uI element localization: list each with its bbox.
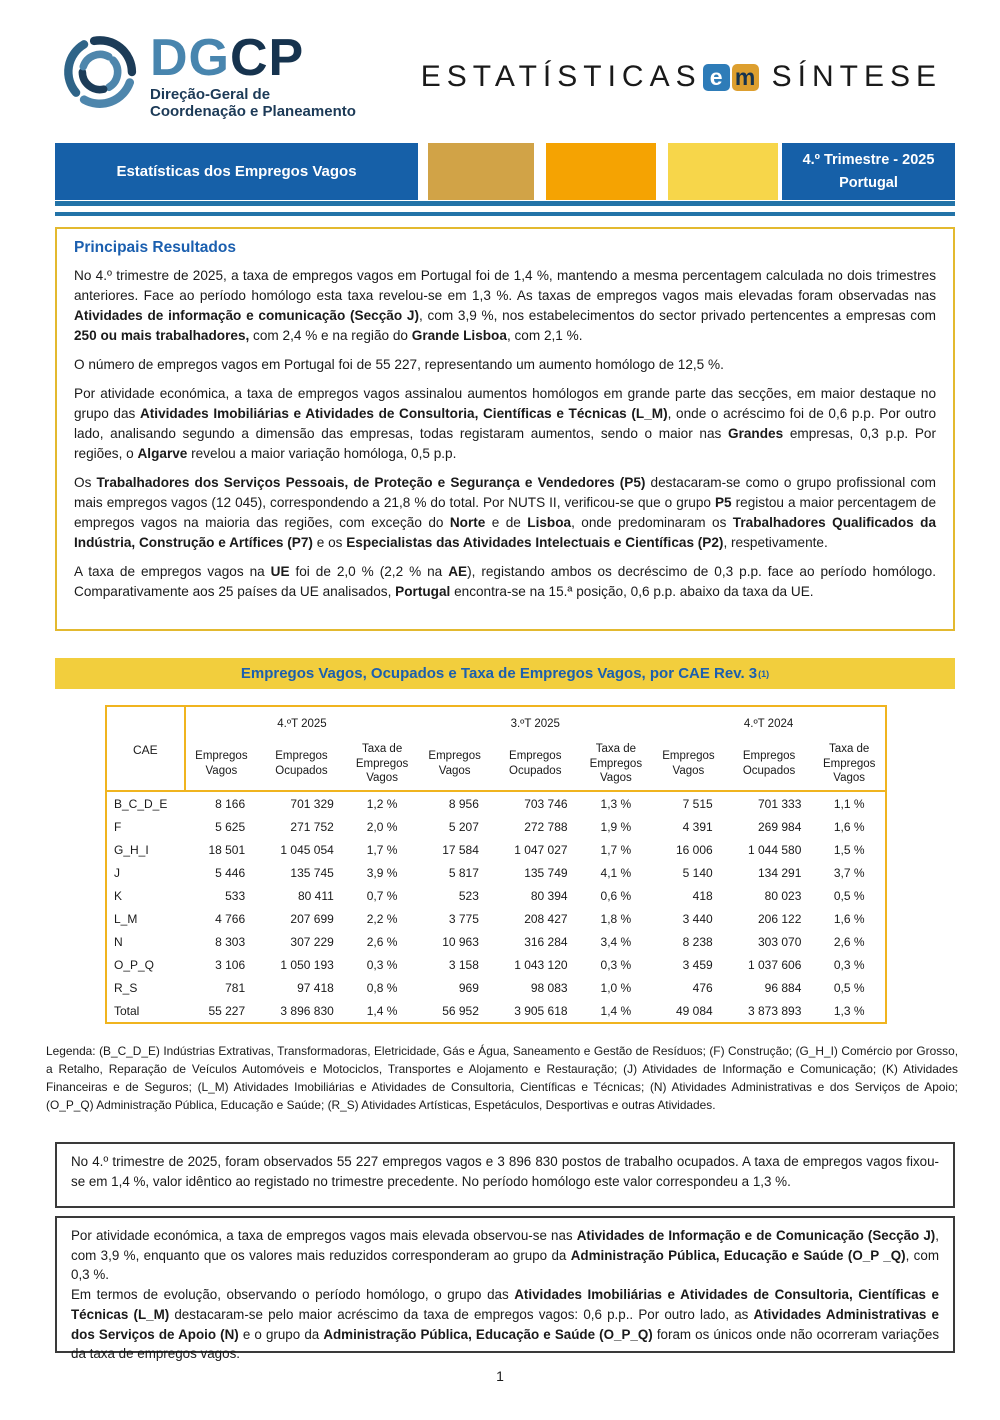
- cell-rate: 0,3 %: [833, 957, 865, 972]
- cell-count: 16 006: [676, 842, 713, 857]
- cell-count: 8 166: [215, 796, 246, 811]
- table-row: [106, 976, 886, 999]
- table-body: [106, 791, 886, 1023]
- cell-rate: 4,1 %: [600, 865, 632, 880]
- cell-rate: 1,0 %: [600, 980, 632, 995]
- dgcp-logo: [58, 26, 356, 121]
- title-sintese: SÍNTESE: [771, 60, 942, 93]
- table-title-footnote-marker: (1): [758, 668, 770, 679]
- cell-count: 3 905 618: [514, 1003, 568, 1018]
- row-label: J: [114, 865, 120, 880]
- cell-count: 18 501: [208, 842, 246, 857]
- cell-rate: 0,3 %: [600, 957, 632, 972]
- principal-results-paragraphs: [74, 266, 936, 602]
- cell-count: 5 625: [215, 819, 246, 834]
- cell-count: 97 418: [297, 980, 334, 995]
- cell-count: 3 459: [682, 957, 713, 972]
- row-label: L_M: [114, 911, 138, 926]
- cell-count: 3 896 830: [280, 1003, 334, 1018]
- paragraph: Por atividade económica, a taxa de empregos vagos mais elevada observou-se nas Atividades de Informação e de Comunicação (Secção J), com 3,9 %, enquanto que os valores mais reduzidos corresponderam ao grupo da Administração Pública, Educação e Saúde (O_P _Q), com 0,3 %.: [71, 1228, 939, 1283]
- period-header-4t2024: 4.ºT 2024: [743, 718, 794, 730]
- column-header: Empregos Vagos: [428, 750, 481, 777]
- cell-rate: 0,7 %: [366, 888, 398, 903]
- banner-period-box: [782, 143, 955, 200]
- cell-rate: 0,5 %: [833, 888, 865, 903]
- cell-count: 5 207: [448, 819, 479, 834]
- cell-rate: 1,5 %: [833, 842, 865, 857]
- summary-note-box-2: [55, 1216, 955, 1362]
- cell-rate: 2,6 %: [366, 934, 398, 949]
- cell-rate: 0,6 %: [600, 888, 632, 903]
- cell-count: 135 749: [524, 865, 568, 880]
- table-section-title: Empregos Vagos, Ocupados e Taxa de Empregos Vagos, por CAE Rev. 3: [240, 665, 758, 682]
- cell-rate: 2,2 %: [366, 911, 398, 926]
- table-row: [106, 884, 886, 907]
- row-label: R_S: [114, 980, 138, 995]
- column-header: Empregos Ocupados: [742, 750, 796, 777]
- column-header: Empregos Ocupados: [509, 750, 562, 777]
- cell-count: 781: [225, 980, 246, 995]
- dgcp-swirl-icon: [58, 26, 142, 118]
- table-row: [106, 815, 886, 838]
- logo-acronym: [150, 29, 356, 87]
- period-header-4t2025: 4.ºT 2025: [277, 718, 327, 730]
- table-row: [106, 953, 886, 976]
- cell-count: 3 775: [448, 911, 479, 926]
- cae-data-table: [105, 705, 887, 1024]
- cell-count: 3 440: [682, 911, 713, 926]
- cell-count: 269 984: [757, 819, 802, 834]
- cell-rate: 1,1 %: [833, 796, 865, 811]
- cell-count: 17 584: [442, 842, 479, 857]
- cell-count: 1 043 120: [514, 957, 568, 972]
- cell-count: 4 391: [682, 819, 713, 834]
- cell-count: 3 873 893: [747, 1003, 802, 1018]
- table-section-title-bar: [55, 658, 955, 689]
- table-corner-header: CAE: [106, 706, 185, 791]
- table-legend: Legenda: (B_C_D_E) Indústrias Extrativas, Transformadoras, Eletricidade, Gás e Água, Saneamento e Gestão de Resíduos; (F) Construção; (G_H_I) Comércio por Grosso, a Retalho, Reparação de Veículos Automóveis e Motociclos, Transportes e Alojamento e Restauração; (J) Atividades de Informação e Comunicação; (K) Atividades Financeiras e de Seguros; (L_M) Atividades Imobiliárias e Atividades de Consultoria, Científicas e Técnicas; (N) Atividades Administrativas e dos Serviços de Apoio; (O_P_Q) Administração Pública, Educação e Saúde; (R_S) Atividades Artísticas, Espetáculos, Desportivas e outras Atividades.: [46, 1044, 958, 1112]
- row-label: O_P_Q: [114, 957, 155, 972]
- cell-count: 272 788: [524, 819, 568, 834]
- table-row: [106, 838, 886, 861]
- publication-title: [421, 60, 942, 94]
- cell-rate: 1,2 %: [366, 796, 398, 811]
- cell-rate: 3,4 %: [600, 934, 632, 949]
- banner-strip: [55, 143, 955, 200]
- paragraph: A taxa de empregos vagos na UE foi de 2,0 % (2,2 % na AE), registando ambos os decréscimo de 0,3 p.p. face ao período homólogo. Comparativamente aos 25 países da UE analisados, Portugal encontra-se na 15.ª posição, 0,6 p.p. abaixo da taxa da UE.: [74, 563, 936, 599]
- cell-rate: 1,4 %: [366, 1003, 398, 1018]
- badge-e: e: [703, 64, 730, 91]
- principal-results-title: Principais Resultados: [74, 239, 236, 256]
- cell-count: 1 047 027: [514, 842, 568, 857]
- row-label: Total: [114, 1003, 140, 1018]
- cell-count: 5 817: [448, 865, 479, 880]
- cell-count: 207 699: [290, 911, 334, 926]
- cell-count: 96 884: [764, 980, 802, 995]
- cell-count: 1 037 606: [747, 957, 802, 972]
- row-label: G_H_I: [114, 842, 149, 857]
- row-label: B_C_D_E: [114, 796, 168, 811]
- logo-subtitle: Direção-Geral de Coordenação e Planeamento: [150, 86, 356, 121]
- cell-rate: 0,8 %: [366, 980, 398, 995]
- table-row: [106, 999, 886, 1023]
- cell-count: 4 766: [215, 911, 246, 926]
- cell-rate: 2,6 %: [833, 934, 865, 949]
- cell-count: 80 394: [530, 888, 568, 903]
- banner-period: 4.º Trimestre - 2025: [802, 152, 935, 168]
- paragraph: Os Trabalhadores dos Serviços Pessoais, de Proteção e Segurança e Vendedores (P5) destacaram-se como o grupo profissional com mais empregos vagos (12 045), correspondendo a 21,8 % do total. Por NUTS II, verificou-se que o grupo P5 registou a maior percentagem de empregos vagos na maioria das regiões, com exceção do Norte e de Lisboa, onde predominaram os Trabalhadores Qualificados da Indústria, Construção e Artífices (P7) e os Especialistas das Atividades Intelectuais e Científicas (P2), respetivamente.: [74, 474, 937, 550]
- cell-rate: 1,8 %: [600, 911, 632, 926]
- divider-rule-top: [55, 201, 955, 206]
- cell-count: 969: [458, 980, 479, 995]
- cell-count: 55 227: [208, 1003, 246, 1018]
- table-row: [106, 861, 886, 884]
- cell-count: 303 070: [757, 934, 802, 949]
- paragraph: Por atividade económica, a taxa de empregos vagos assinalou aumentos homólogos em grande parte das secções, em maior destaque no grupo das Atividades Imobiliárias e Atividades de Consultoria, Científicas e Técnicas (L_M), onde o acréscimo foi de 0,6 p.p. Por outro lado, analisando segundo a dimensão das empresas, todas registaram aumentos, sendo o maior nas Grandes empresas, 0,3 p.p. Por regiões, o Algarve revelou a maior variação homóloga, 0,5 p.p.: [74, 385, 937, 461]
- cell-rate: 0,5 %: [833, 980, 865, 995]
- cell-count: 49 084: [676, 1003, 713, 1018]
- page-number: 1: [496, 1368, 504, 1384]
- banner-block-orange: [546, 143, 656, 200]
- logo-dg: DG: [150, 29, 230, 87]
- cell-count: 271 752: [290, 819, 334, 834]
- cell-rate: 1,3 %: [600, 796, 632, 811]
- row-label: N: [114, 934, 123, 949]
- cell-rate: 1,4 %: [600, 1003, 632, 1018]
- cell-rate: 3,7 %: [833, 865, 865, 880]
- cell-rate: 1,6 %: [833, 911, 865, 926]
- column-header: Empregos Vagos: [195, 750, 248, 777]
- cell-count: 8 238: [682, 934, 713, 949]
- cell-count: 8 303: [215, 934, 246, 949]
- column-header: Empregos Ocupados: [275, 750, 328, 777]
- cell-count: 703 746: [524, 796, 568, 811]
- table-row: [106, 907, 886, 930]
- cell-count: 316 284: [524, 934, 568, 949]
- cell-count: 1 044 580: [747, 842, 802, 857]
- paragraph: No 4.º trimestre de 2025, a taxa de empregos vagos em Portugal foi de 1,4 %, mantendo a mesma percentagem calculada no dois trimestres anteriores. Face ao período homólogo esta taxa revelou-se em 1,3 %. As taxas de empregos vagos mais elevadas foram observadas nas Atividades de informação e comunicação (Secção J), com 3,9 %, nos estabelecimentos do sector privado pertencentes a empresas com 250 ou mais trabalhadores, com 2,4 % e na região do Grande Lisboa, com 2,1 %.: [74, 268, 936, 343]
- title-estatisticas: ESTATÍSTICAS: [420, 60, 702, 93]
- cell-count: 701 329: [290, 796, 334, 811]
- cell-count: 206 122: [757, 911, 802, 926]
- cell-rate: 0,3 %: [366, 957, 398, 972]
- cell-count: 8 956: [448, 796, 479, 811]
- column-header: Taxa de Empregos Vagos: [355, 742, 409, 785]
- cell-count: 701 333: [757, 796, 802, 811]
- logo-cp: CP: [230, 29, 305, 87]
- divider-rule-bottom: [55, 212, 955, 216]
- cell-count: 56 952: [442, 1003, 479, 1018]
- cell-count: 135 745: [290, 865, 334, 880]
- cell-rate: 1,6 %: [833, 819, 865, 834]
- cell-count: 80 023: [764, 888, 802, 903]
- banner-region: Portugal: [839, 175, 898, 191]
- cell-count: 476: [692, 980, 713, 995]
- cell-count: 7 515: [682, 796, 713, 811]
- column-header: Taxa de Empregos Vagos: [589, 742, 643, 785]
- cell-rate: 3,9 %: [366, 865, 398, 880]
- summary-note-box-1: [55, 1142, 955, 1208]
- cell-rate: 1,7 %: [366, 842, 398, 857]
- row-label: F: [114, 819, 122, 834]
- banner-title: Estatísticas dos Empregos Vagos: [55, 143, 418, 200]
- principal-results-box: [55, 227, 955, 631]
- cell-count: 208 427: [524, 911, 568, 926]
- cell-count: 418: [692, 888, 713, 903]
- cell-count: 5 140: [682, 865, 713, 880]
- cell-count: 98 083: [530, 980, 568, 995]
- row-label: K: [114, 888, 123, 903]
- column-header: Empregos Vagos: [662, 750, 715, 777]
- cell-count: 533: [225, 888, 246, 903]
- cell-rate: 1,3 %: [833, 1003, 865, 1018]
- cell-count: 1 045 054: [280, 842, 334, 857]
- cell-rate: 2,0 %: [366, 819, 398, 834]
- period-header-3t2025: 3.ºT 2025: [510, 718, 560, 730]
- cell-count: 3 158: [448, 957, 479, 972]
- column-header: Taxa de Empregos Vagos: [822, 742, 876, 785]
- cell-rate: 1,9 %: [600, 819, 632, 834]
- cell-rate: 1,7 %: [600, 842, 632, 857]
- paragraph: No 4.º trimestre de 2025, foram observados 55 227 empregos vagos e 3 896 830 postos de trabalho ocupados. A taxa de empregos vagos fixou-se em 1,4 %, valor idêntico ao registado no trimestre precedente. No período homólogo este valor correspondeu a 1,3 %.: [71, 1154, 939, 1189]
- banner-block-yellow: [668, 143, 778, 200]
- table-row: [106, 791, 886, 815]
- badge-m: m: [732, 64, 759, 91]
- paragraph: O número de empregos vagos em Portugal foi de 55 227, representando um aumento homólogo de 12,5 %.: [74, 356, 724, 372]
- banner-block-gold: [428, 143, 534, 200]
- cell-count: 10 963: [442, 934, 479, 949]
- cell-count: 5 446: [215, 865, 246, 880]
- cell-count: 80 411: [298, 888, 334, 903]
- cell-count: 1 050 193: [280, 957, 334, 972]
- cell-count: 307 229: [290, 934, 334, 949]
- cell-count: 523: [458, 888, 479, 903]
- table-row: [106, 930, 886, 953]
- cell-count: 3 106: [215, 957, 246, 972]
- cell-count: 134 291: [757, 865, 802, 880]
- paragraph: Em termos de evolução, observando o período homólogo, o grupo das Atividades Imobiliárias e Atividades de Consultoria, Científicas e Técnicas (L_M) destacaram-se pelo maior acréscimo da taxa de empregos vagos: 0,6 p.p.. Por outro lado, as Atividades Administrativas e dos Serviços de Apoio (N) e o grupo da Administração Pública, Educação e Saúde (O_P_Q) foram os únicos onde não ocorreram variações da taxa de empregos vagos.: [71, 1287, 940, 1362]
